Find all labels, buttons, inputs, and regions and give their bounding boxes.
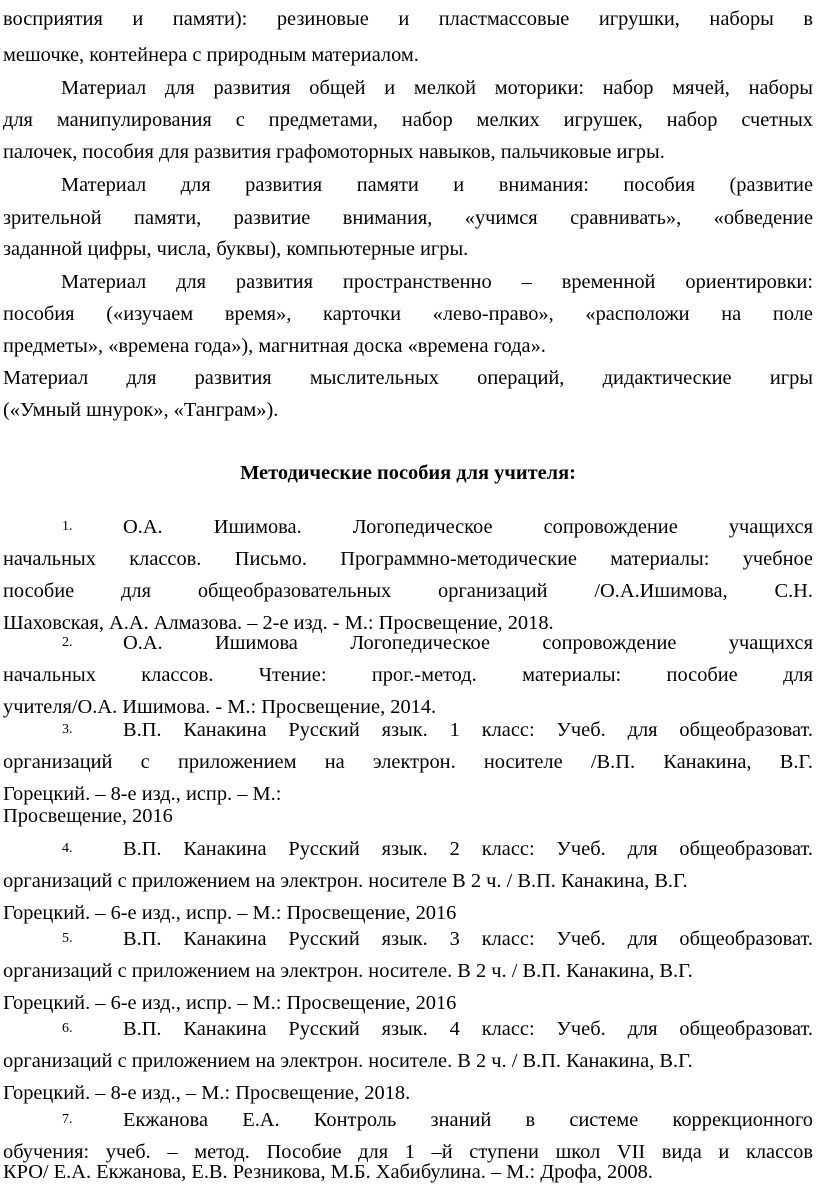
reference-line: организаций с приложением на электрон. носителе. В 2 ч. / В.П. Канакина, В.Г.: [3, 960, 693, 982]
body-line: («Умный шнурок», «Танграм»).: [3, 399, 279, 421]
reference-line: Горецкий. – 6-е изд., испр. – М.: Просвещение, 2016: [3, 992, 457, 1014]
reference-line: организаций с приложением на электрон. носителе В 2 ч. / В.П. Канакина, В.Г.: [3, 870, 688, 892]
reference-line: организаций с приложением на электрон. носителе. В 2 ч. / В.П. Канакина, В.Г.: [3, 1050, 693, 1072]
list-number: 2.: [62, 635, 73, 650]
body-line: мешочке, контейнера с природным материалом.: [3, 44, 419, 66]
reference-line: В.П. Канакина Русский язык. 2 класс: Учеб. для общеобразоват.: [123, 838, 813, 860]
reference-line: Горецкий. – 8-е изд., – М.: Просвещение, 2018.: [3, 1082, 411, 1104]
list-number: 5.: [62, 931, 73, 946]
body-line: заданной цифры, числа, буквы), компьютерные игры.: [3, 238, 469, 260]
reference-line: начальных классов. Письмо. Программно-методические материалы: учебное: [3, 548, 813, 570]
body-line: предметы», «времена года»), магнитная доска «времена года».: [3, 335, 546, 357]
body-line: зрительной памяти, развитие внимания, «учимся сравнивать», «обведение: [3, 207, 813, 229]
list-number: 7.: [62, 1112, 73, 1127]
reference-line: обучения: учеб. – метод. Пособие для 1 –й ступени школ VII вида и классов: [3, 1141, 813, 1163]
list-number: 6.: [62, 1021, 73, 1036]
reference-line: В.П. Канакина Русский язык. 4 класс: Учеб. для общеобразоват.: [123, 1018, 813, 1040]
reference-line: Горецкий. – 8-е изд., испр. – М.:: [3, 783, 282, 805]
body-line: Материал для развития памяти и внимания: пособия (развитие: [61, 174, 813, 196]
list-number: 4.: [62, 841, 73, 856]
body-line: восприятия и памяти): резиновые и пластмассовые игрушки, наборы в: [3, 8, 813, 30]
reference-line: учителя/О.А. Ишимова. - М.: Просвещение, 2014.: [3, 696, 437, 718]
body-line: Материал для развития мыслительных операций, дидактические игры: [3, 367, 813, 389]
reference-line: В.П. Канакина Русский язык. 1 класс: Учеб. для общеобразоват.: [123, 719, 813, 741]
reference-line: О.А. Ишимова Логопедическое сопровождение учащихся: [123, 632, 813, 654]
list-number: 1.: [62, 519, 73, 534]
reference-line: Шаховская, А.А. Алмазова. – 2-е изд. - М.: Просвещение, 2018.: [3, 612, 554, 634]
reference-line: пособие для общеобразовательных организаций /О.А.Ишимова, С.Н.: [3, 580, 813, 602]
reference-line: организаций с приложением на электрон. носителе /В.П. Канакина, В.Г.: [3, 751, 813, 773]
list-number: 3.: [62, 722, 73, 737]
reference-line: В.П. Канакина Русский язык. 3 класс: Учеб. для общеобразоват.: [123, 928, 813, 950]
reference-line: О.А. Ишимова. Логопедическое сопровождение учащихся: [123, 516, 813, 538]
body-line: Материал для развития пространственно – временной ориентировки:: [61, 271, 813, 293]
body-line: пособия («изучаем время», карточки «лево-право», «расположи на поле: [3, 303, 813, 325]
body-line: Материал для развития общей и мелкой моторики: набор мячей, наборы: [61, 77, 813, 99]
body-line: палочек, пособия для развития графомоторных навыков, пальчиковые игры.: [3, 141, 665, 163]
reference-line: начальных классов. Чтение: прог.-метод. материалы: пособие для: [3, 664, 813, 686]
section-heading: Методические пособия для учителя:: [240, 462, 576, 484]
reference-line: Просвещение, 2016: [3, 805, 173, 827]
reference-line: Горецкий. – 6-е изд., испр. – М.: Просвещение, 2016: [3, 902, 457, 924]
body-line: для манипулирования с предметами, набор мелких игрушек, набор счетных: [3, 109, 813, 131]
reference-line: КРО/ Е.А. Екжанова, Е.В. Резникова, М.Б. Хабибулина. – М.: Дрофа, 2008.: [3, 1161, 653, 1183]
reference-line: Екжанова Е.А. Контроль знаний в системе коррекционного: [123, 1109, 813, 1131]
